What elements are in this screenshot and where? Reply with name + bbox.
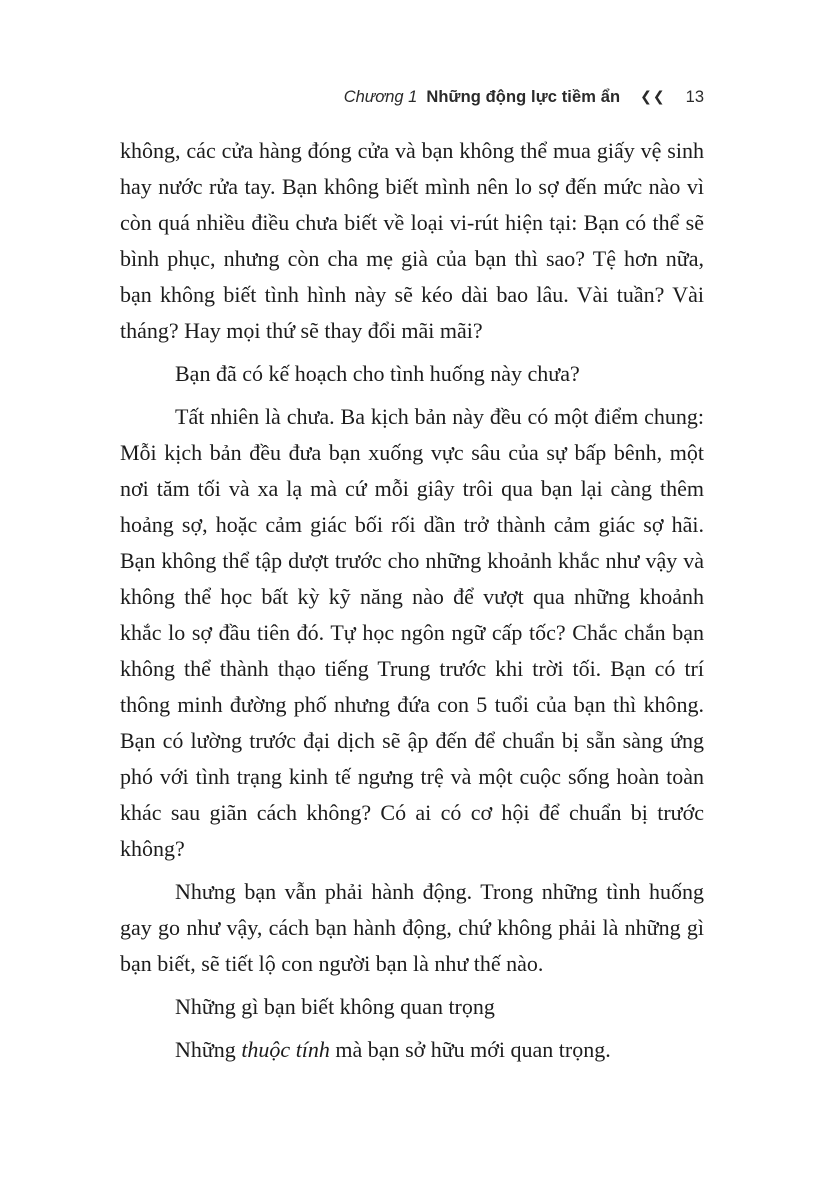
page-number: 13 bbox=[685, 88, 704, 106]
emphasized-term: thuộc tính bbox=[241, 1037, 330, 1062]
paragraph: Nhưng bạn vẫn phải hành động. Trong những tình huống gay go như vậy, cách bạn hành động, chứ không phải là những gì bạn biết, sẽ tiết lộ con người bạn là như thế nào. bbox=[120, 879, 704, 976]
chapter-title: Những động lực tiềm ẩn bbox=[426, 88, 621, 106]
chapter-label: Chương 1 bbox=[343, 88, 418, 106]
paragraph: Bạn đã có kế hoạch cho tình huống này chưa? bbox=[175, 361, 580, 386]
paragraph: không, các cửa hàng đóng cửa và bạn không thể mua giấy vệ sinh hay nước rửa tay. Bạn không biết mình nên lo sợ đến mức nào vì còn quá nhiều điều chưa biết về loại vi-rút hiện tại: Bạn có thể sẽ bình phục, nhưng còn cha mẹ già của bạn thì sao? Tệ hơn nữa, bạn không biết tình hình này sẽ kéo dài bao lâu. Vài tuần? Vài tháng? Hay mọi thứ sẽ thay đổi mãi mãi? bbox=[120, 138, 704, 343]
paragraph-text: mà bạn sở hữu mới quan trọng. bbox=[329, 1037, 611, 1062]
paragraph-text: Những bbox=[175, 1037, 242, 1062]
double-chevron-icon: ❮❮ bbox=[640, 89, 666, 105]
paragraph: Tất nhiên là chưa. Ba kịch bản này đều có một điểm chung: Mỗi kịch bản đều đưa bạn xuống vực sâu của sự bấp bênh, một nơi tăm tối và xa lạ mà cứ mỗi giây trôi qua bạn lại càng thêm hoảng sợ, hoặc cảm giác bối rối dần trở thành cảm giác sợ hãi. Bạn không thể tập dượt trước cho những khoảnh khắc như vậy và không thể học bất kỳ kỹ năng nào để vượt qua những khoảnh khắc lo sợ đầu tiên đó. Tự học ngôn ngữ cấp tốc? Chắc chắn bạn không thể thành thạo tiếng Trung trước khi trời tối. Bạn có trí thông minh đường phố nhưng đứa con 5 tuổi của bạn thì không. Bạn có lường trước đại dịch sẽ ập đến để chuẩn bị sẵn sàng ứng phó với tình trạng kinh tế ngưng trệ và một cuộc sống hoàn toàn khác sau giãn cách không? Có ai có cơ hội để chuẩn bị trước không? bbox=[120, 404, 704, 861]
body-text bbox=[120, 133, 704, 1068]
paragraph: Những gì bạn biết không quan trọng bbox=[175, 994, 495, 1019]
running-header bbox=[120, 88, 704, 107]
paragraph bbox=[120, 1032, 704, 1068]
